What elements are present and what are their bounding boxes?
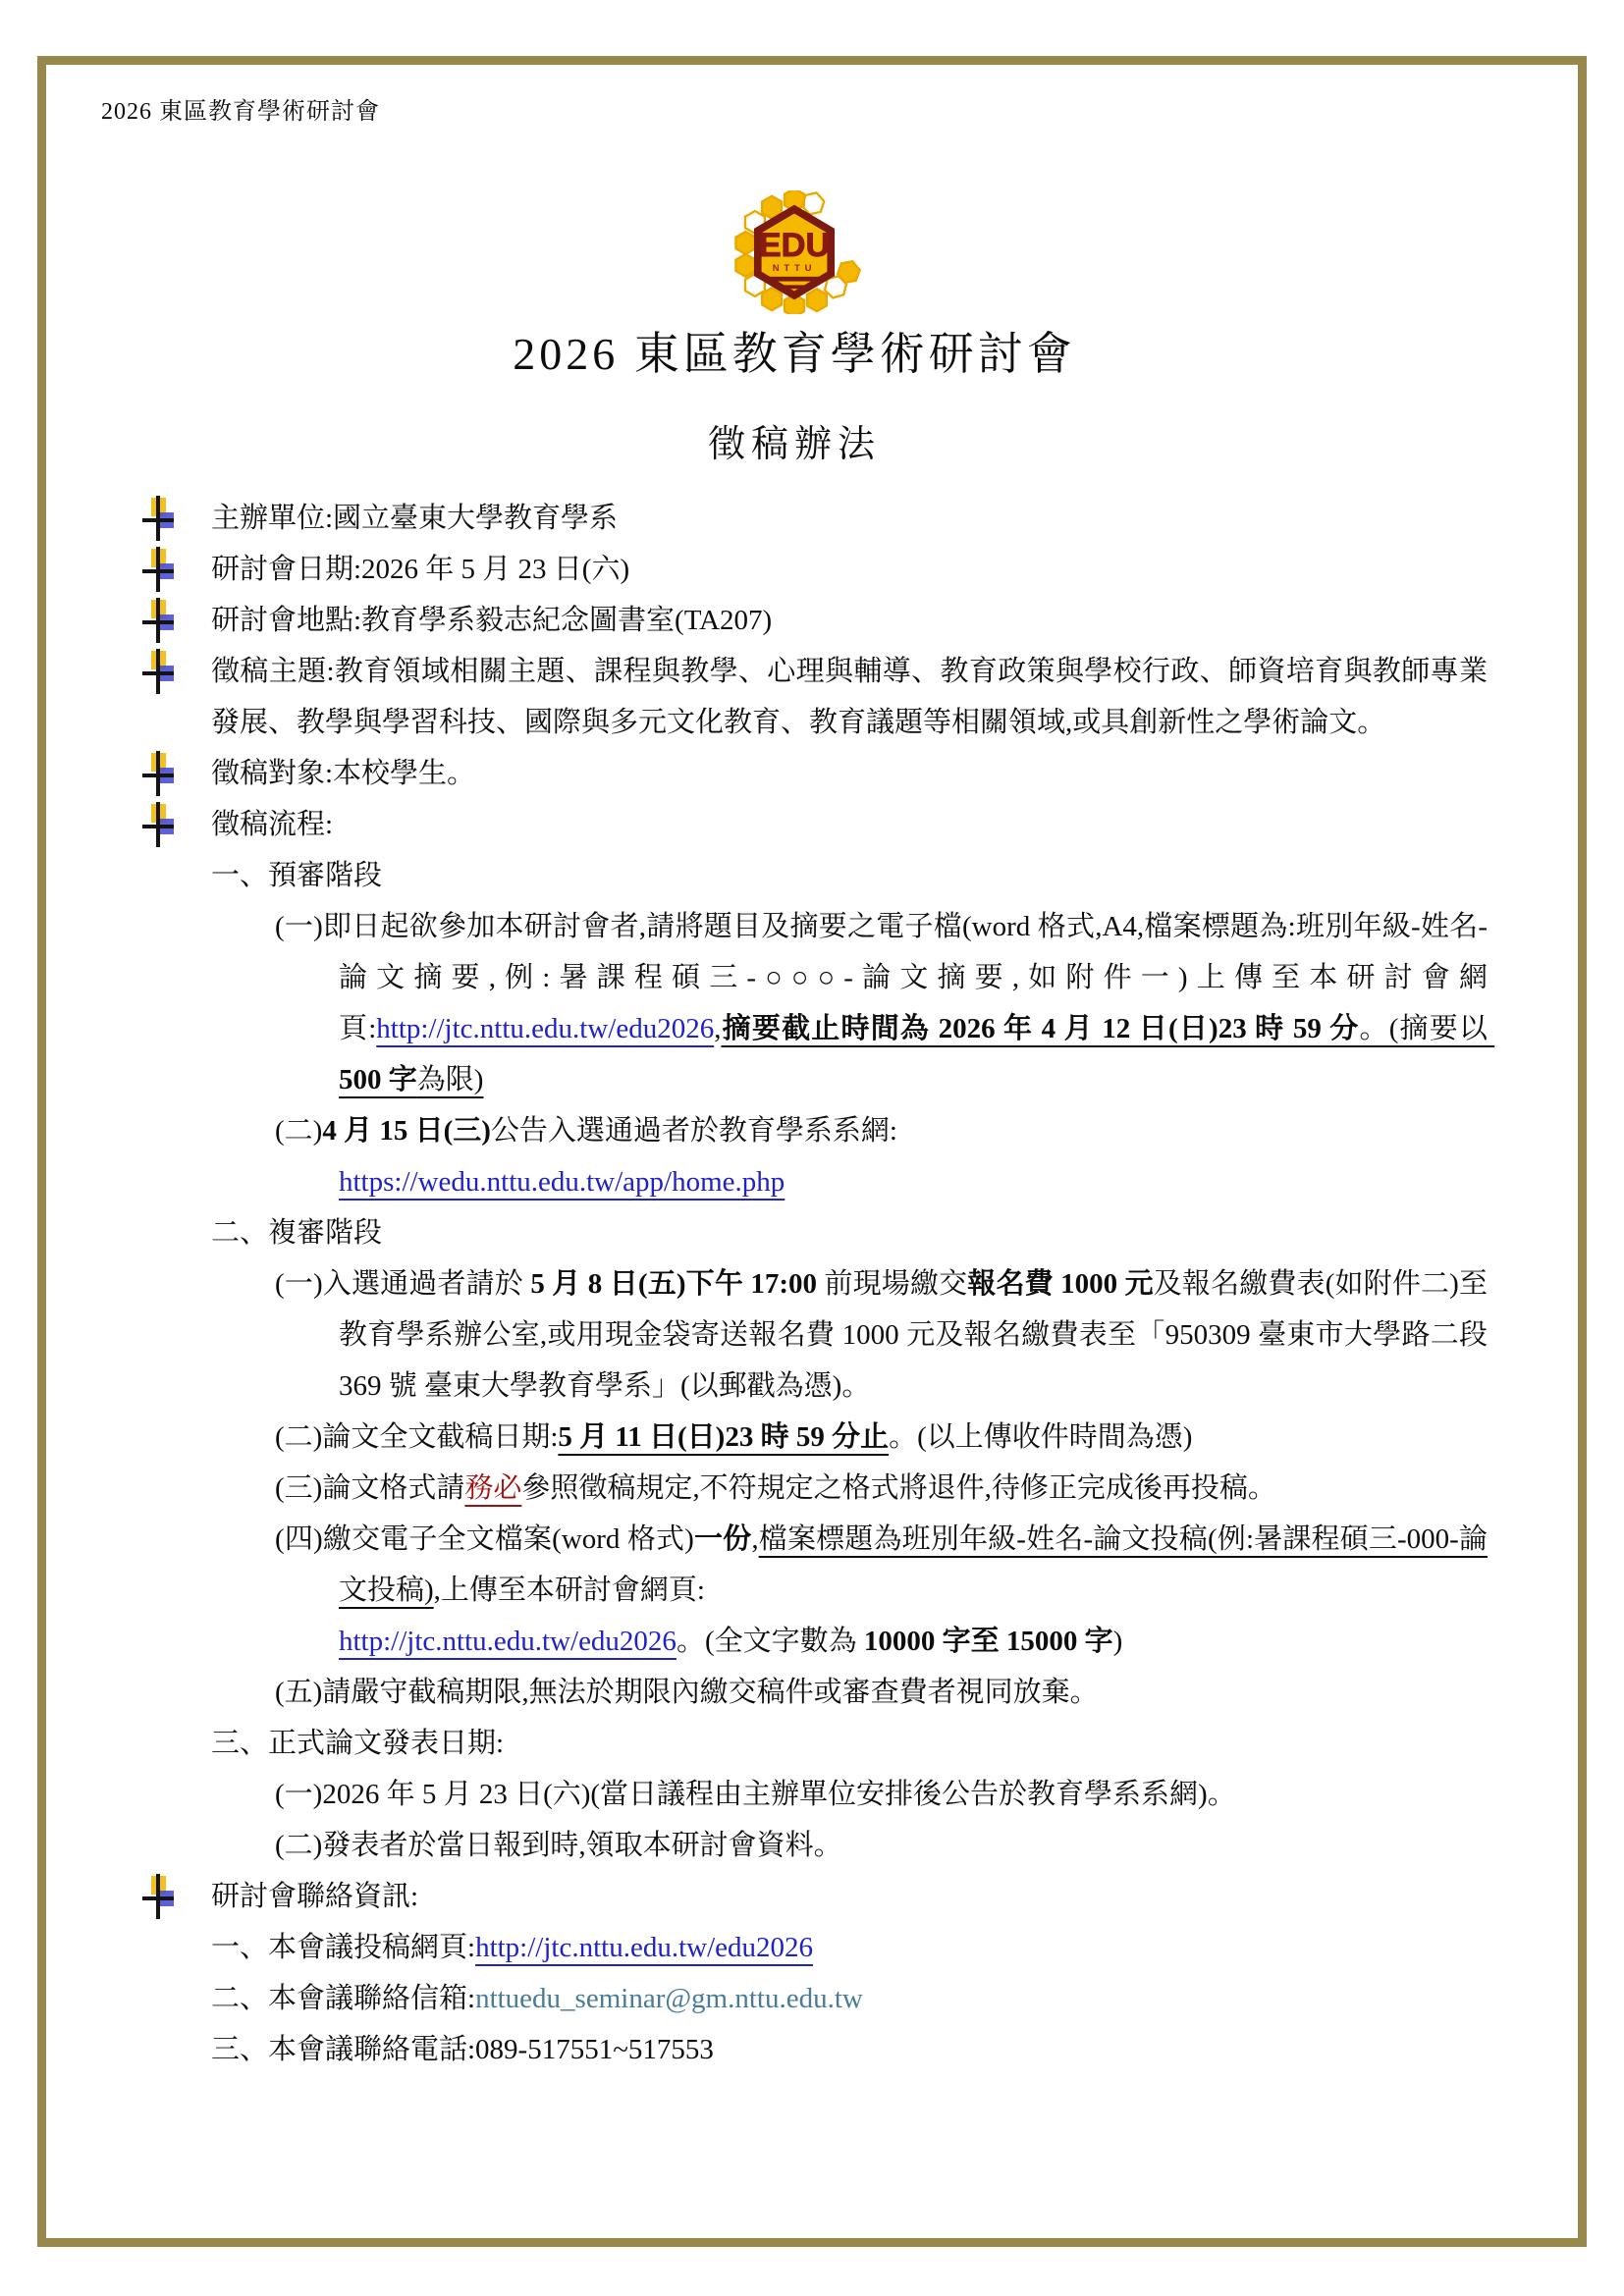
document-body xyxy=(101,493,1495,2075)
text-segment: 務必 xyxy=(464,1472,522,1504)
text-segment: 三、本會議聯絡電話:089-517551~517553 xyxy=(211,2034,714,2065)
text-segment: 研討會地點:教育學系毅志紀念圖書室(TA207) xyxy=(211,605,773,636)
text-segment: , xyxy=(751,1523,759,1555)
text-segment: 研討會日期:2026 年 5 月 23 日(六) xyxy=(211,554,630,585)
bullet-eligibility xyxy=(101,748,1488,799)
text-segment: 二、複審階段 xyxy=(211,1217,383,1249)
text-segment: (五)請嚴守截稿期限,無法於期限內繳交稿件或審查費者視同放棄。 xyxy=(275,1677,1099,1708)
contact-phone xyxy=(211,2024,1488,2075)
document-content xyxy=(101,96,1495,2075)
text-segment: 及報名繳費表(如附件二)至教育學系辦公室,或用現金袋寄送報名費 1000 元及報名繳費表至「950309 臺東市大學路二段 369 號 臺東大學教育學系」(以郵戳為憑)。 xyxy=(339,1268,1495,1402)
bullet-date-text xyxy=(211,544,1488,595)
text-segment: (二)發表者於當日報到時,領取本研討會資料。 xyxy=(275,1830,842,1861)
contact-web xyxy=(211,1922,1488,1973)
preliminary-item-1 xyxy=(275,901,1495,1105)
bullet-location xyxy=(101,595,1488,646)
bullet-contact-text xyxy=(211,1871,1488,1922)
text-segment: 5 月 8 日(五)下午 17:00 xyxy=(530,1268,818,1300)
flag-bullet-icon xyxy=(142,1874,174,1919)
hyperlink[interactable]: https://wedu.nttu.edu.tw/app/home.php xyxy=(339,1166,785,1198)
email-address: nttuedu_seminar@gm.nttu.edu.tw xyxy=(475,1983,863,2014)
text-segment: 徵稿主題:教育領域相關主題、課程與教學、心理與輔導、教育政策與學校行政、師資培育與教師專業發展、教學與學習科技、國際與多元文化教育、教育議題等相關領域,或具創新性之學術論文。 xyxy=(211,656,1488,738)
text-segment: 。(摘要以 xyxy=(1359,1013,1495,1044)
flag-bullet-icon xyxy=(142,496,174,541)
bullet-location-text xyxy=(211,595,1488,646)
document-title: 2026 東區教育學術研討會 xyxy=(513,329,1076,379)
stage-presentation xyxy=(211,1718,1488,1769)
review-item-4 xyxy=(275,1514,1488,1667)
text-segment: 報名費 1000 元 xyxy=(967,1268,1154,1300)
bullet-process xyxy=(101,799,1488,850)
text-segment: (三)論文格式請 xyxy=(275,1472,465,1504)
contact-email xyxy=(211,1973,1488,2024)
logo-main-text: EDU xyxy=(758,226,831,264)
text-segment: 主辦單位:國立臺東大學教育學系 xyxy=(211,503,619,534)
text-segment: 徵稿對象:本校學生。 xyxy=(211,758,476,789)
bullet-date xyxy=(101,544,1488,595)
text-segment: 二、本會議聯絡信箱: xyxy=(211,1983,476,2014)
hyperlink[interactable]: http://jtc.nttu.edu.tw/edu2026 xyxy=(339,1626,677,1657)
text-segment: 為限) xyxy=(416,1064,484,1095)
logo-sub-text: NTTU xyxy=(772,263,817,275)
text-segment: 前現場繳交 xyxy=(817,1268,968,1300)
honeycomb-edu-logo-icon xyxy=(710,190,879,314)
review-item-3 xyxy=(275,1463,1488,1514)
text-segment: (一)2026 年 5 月 23 日(六)(當日議程由主辦單位安排後公告於教育學系系網)。 xyxy=(275,1779,1236,1810)
text-segment: (二) xyxy=(275,1115,323,1147)
text-segment: (四)繳交電子全文檔案(word 格式) xyxy=(275,1523,694,1555)
bullet-organizer-text xyxy=(211,493,1488,544)
hyperlink[interactable]: http://jtc.nttu.edu.tw/edu2026 xyxy=(376,1013,715,1044)
text-segment: 一、預審階段 xyxy=(211,860,383,891)
bullet-organizer xyxy=(101,493,1488,544)
stage-preliminary xyxy=(211,850,1488,901)
bullet-contact xyxy=(101,1871,1488,1922)
text-segment: 。(以上傳收件時間為憑) xyxy=(889,1421,1193,1453)
document-subtitle: 徵稿辦法 xyxy=(707,424,881,465)
stage-review xyxy=(211,1207,1488,1258)
bullet-topics-text xyxy=(211,646,1488,748)
text-segment: 三、正式論文發表日期: xyxy=(211,1728,505,1759)
review-item-5 xyxy=(275,1667,1488,1718)
text-segment: 公告入選通過者於教育學系系網: xyxy=(490,1115,897,1147)
text-segment: 5 月 11 日(日)23 時 59 分止 xyxy=(558,1421,890,1453)
text-segment: 徵稿流程: xyxy=(211,809,334,840)
text-segment: ,上傳至本研討會網頁: xyxy=(433,1575,705,1606)
text-segment: ) xyxy=(1112,1626,1123,1657)
text-segment: 一、本會議投稿網頁: xyxy=(211,1932,476,1963)
text-segment: 10000 字至 15000 字 xyxy=(863,1626,1113,1657)
flag-bullet-icon xyxy=(142,598,174,643)
presentation-item-2 xyxy=(275,1820,1488,1871)
flag-bullet-icon xyxy=(142,649,174,694)
text-segment: 500 字 xyxy=(339,1064,417,1095)
text-segment: 4 月 15 日(三) xyxy=(322,1115,491,1147)
flag-bullet-icon xyxy=(142,751,174,796)
flag-bullet-icon xyxy=(142,547,174,592)
header-note: 2026 東區教育學術研討會 xyxy=(101,99,380,125)
text-segment: 檔案標題為班別年級-姓名-論文投稿(例:暑課程碩三-000-論文投稿) xyxy=(339,1523,1488,1606)
review-item-1 xyxy=(275,1258,1495,1412)
presentation-item-1 xyxy=(275,1769,1488,1820)
review-item-2 xyxy=(275,1412,1488,1463)
conference-logo xyxy=(101,190,1488,314)
bullet-topics xyxy=(101,646,1488,748)
text-segment: 研討會聯絡資訊: xyxy=(211,1881,419,1912)
text-segment: 一份 xyxy=(693,1523,752,1555)
bullet-process-text xyxy=(211,799,1488,850)
preliminary-item-2 xyxy=(275,1105,1488,1207)
hyperlink[interactable]: http://jtc.nttu.edu.tw/edu2026 xyxy=(475,1932,813,1963)
text-segment: 摘要截止時間為 2026 年 4 月 12 日(日)23 時 59 分 xyxy=(721,1013,1360,1044)
text-segment: , xyxy=(714,1013,722,1044)
text-segment: 參照徵稿規定,不符規定之格式將退件,待修正完成後再投稿。 xyxy=(521,1472,1276,1504)
flag-bullet-icon xyxy=(142,802,174,847)
text-segment: (一)即日起欲參加本研討會者,請將題目及摘要之電子檔(word 格式,A4,檔案標題為:班別年級-姓名-論文摘要,例:暑課程碩三-○○○-論文摘要,如附件一)上傳至本研討會網頁: xyxy=(275,911,1488,1044)
text-segment: (二)論文全文截稿日期: xyxy=(275,1421,559,1453)
text-segment: (一)入選通過者請於 xyxy=(275,1268,531,1300)
bullet-eligibility-text xyxy=(211,748,1488,799)
text-segment: 。(全文字數為 xyxy=(676,1626,864,1657)
